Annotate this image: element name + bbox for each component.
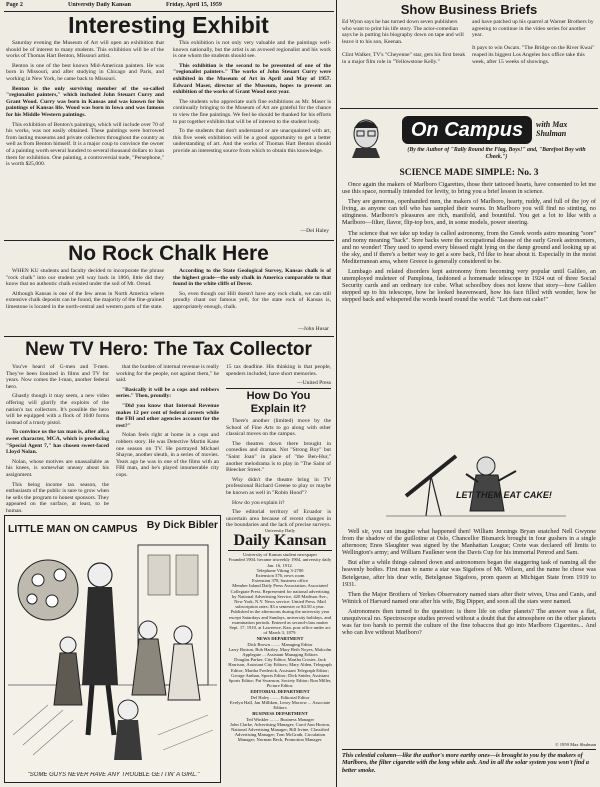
exhibit-paragraph: This exhibition of Benton's paintings, which will include over 70 of his works, was not easily obtained. These paintings were borrowed from lasting museums and private collectors throughout the country as well as from Benton himself. It is a major coup to convince the owner of a painting worth several hundred to several thousand dollars to loan them for exhibition. One painting, a controversial nude, "Persephone," is worth $25,000. — [6, 121, 164, 168]
staff-business-list — [228, 717, 332, 743]
shulman-paragraph: Lumbago and related disorders kept astronomy from becoming very popular until Galileo, an unemployed muleteer of Pamplona, fashioned a homemade telescope in 1924 out of three Social Security cards and an ordinary ice cube. What schoolboy does not know that story—how Galileo stepped up to his telescope, how he looked heavenward, how his face filled with wonder, how he stepped back and whispered the words heard round the world: "Let them eat cake!" — [342, 268, 596, 304]
shulman-copyright: © 1959 Max Shulman — [555, 742, 596, 747]
cartoon-title: LITTLE MAN ON CAMPUS — [8, 523, 138, 533]
issue-date: Friday, April 15, 1959 — [166, 2, 222, 8]
science-headline-box — [342, 167, 596, 179]
flag-info-line: Published in the afternoons during the university year except Saturdays and Sundays, university holidays, and examination periods. Entered as second-class matter Sept. 17, 1910, at Lawrence, Kan. post office under act of March 3, 1879. — [228, 609, 332, 636]
galileo-illustration — [386, 436, 566, 526]
flag-info — [228, 552, 332, 635]
tv-hero-paragraph: Nolan feels right at home in a cops and robbers story. He was Detective Martin Kane one season on TV. He portrayed Michael Shayne, another sleuth, in a series of movies. Years ago he was in one of the films with an FBI man, and he's played innumerable city cops. — [116, 432, 219, 478]
galileo-cartoon — [386, 436, 566, 526]
tv-hero-paragraph: Nolan, whose motives are unassailable as his knees, is somewhat uneasy about his assignment. — [6, 458, 109, 478]
exhibit-paragraph: This exhibition is the second to be presented of one of the "regionalist painters." The works of John Steuart Curry were exhibited in the Museum of Art in April and May of 1957. Edward Maser, director of the Museum, hopes to present an exhibition of the works of Grant Wood next year. — [173, 62, 331, 96]
shulman-portrait-icon — [342, 114, 390, 158]
rock-chalk-signature: —John Husar — [298, 326, 329, 332]
exhibit-signature: —Del Haley — [300, 228, 329, 234]
cartoon-header — [8, 519, 218, 533]
cartoon-illustration — [8, 535, 217, 771]
tv-hero-paragraph: that the burden of internal revenue is really working for the people, not against them," he said. — [116, 364, 219, 384]
tv-hero-headline: New TV Hero: The Tax Collector — [25, 339, 312, 360]
shulman-paragraph: They are generous, openhanded men, the makers of Marlboro, hearty, ruddy, and full of the joy of living, as anyone can tell who has sampled their wares. In Marlboro you will find no stinting, no stinginess. Marlboro's pleasures are rich, manifold, and bountiful. You get a lot to like with a Marlboro—filter, flavor, flip-top box, and, in some models, power steering. — [342, 198, 596, 227]
flag-info-line: University of Kansas student newspaper — [243, 552, 317, 558]
on-campus-byline: (By the Author of "Rally Round the Flag, Boys!" and, "Barefoot Boy with Cheek.") — [407, 147, 586, 160]
exhibit-paragraph: The students who appreciate such fine exhibitions as Mr. Maser is continually bringing to the Museum of Art are grateful for the chance to view the fine paintings. We feel he should be thanked for his efforts to put together exhibits that will be of interest to the student body. — [173, 98, 331, 125]
staff-news-heading: NEWS DEPARTMENT — [256, 636, 304, 642]
staff-business-line: John Clarke, Advertising Manager; Carol Ann Horton, National Advertising Manager; Bill Irvine, Classified Advertising Manager; Tom McGrath, Circulation Manager; Norman Beck, Promotion Manager. — [229, 721, 331, 743]
staff-business-heading: BUSINESS DEPARTMENT — [252, 711, 308, 717]
cartoon-author: By Dick Bibler — [146, 519, 218, 531]
page-number: Page 2 — [6, 2, 23, 8]
rock-chalk-paragraph: According to the State Geological Survey, Kansas chalk is of the highest grade—the only chalk in America comparable to that found in the white cliffs of Dover. — [173, 268, 331, 288]
explain-paragraph: The theatres down there brought in comedies and dramas. Not "Strong Boy" but "Saint Joan" in place of "the Ben-Hur," another melodrama is to play in "The Saint of Bleecker Street." — [226, 440, 331, 474]
flag-title: Daily Kansan — [233, 532, 327, 550]
tv-hero-column-2 — [116, 364, 219, 512]
flag-info-line: Extension 376, news room — [255, 573, 305, 579]
explain-headline-box — [226, 390, 331, 416]
exhibit-paragraph: To the students that don't understand or are unacquainted with art, this five week exhibition will be a good opportunity to get a better understanding of art. And the works of Thomas Hart Benton should provide an interesting source from which to obtain this knowledge. — [173, 128, 331, 154]
on-campus-title: On Campus — [410, 119, 524, 141]
staff-news-line: Dick Brown ........ Managing Editor — [247, 641, 313, 647]
explain-paragraph: How do you explain it? — [232, 499, 285, 506]
explain-paragraph: The editorial territory of Ecuador is uncertain area because of recent changes in the boundaries and the lack of precise surveys. — [226, 509, 331, 528]
shulman-paragraph: But after a while things calmed down and astronomers began the staggering task of naming all the heavenly bodies. First man to name a star was Sigafoos of Mt. Wilson, and the name he chose was Betelgeuse, after his dear wife, Betelgeuse Sigafoos, prom queen at Michigan State from 1919 to 1931. — [342, 559, 596, 588]
briefs-column-2: and have patched up his quarrel at Warner Brothers by agreeing to continue in the video series for another year. It pays to win Oscars. "The Bridge on the River Kwai" reaped its biggest Los Angeles box office take this week, after 15 weeks of showings. — [472, 19, 595, 65]
staff-editorial-heading: EDITORIAL DEPARTMENT — [250, 689, 310, 695]
tv-hero-continued: 15 tax deadline. His thinking is that people, spenders included, have short memories. — [226, 364, 331, 377]
tv-hero-paragraph: This being income tax season, the enthusiasm of the public is sure to grow when he sells the program to honest sponsors. They appeared on the surface, at least, to be human. — [6, 481, 109, 512]
exhibit-paragraph: Saturday evening the Museum of Art will open an exhibition that should be of interest to many students. This exhibition will be of the works of Thomas Hart Benton, Missouri artist. — [6, 40, 164, 60]
on-campus-banner — [342, 112, 596, 162]
shulman-footer: This celestial column—like the author's more earthy ones—is brought to you by the makers of Marlboro, the filter cigarette with the long white ash. And in all the solar system you won't find a better smoke. — [342, 752, 589, 774]
exhibit-paragraph: Benton is the only surviving member of the so-called "regionalist painters," which included John Steuart Curry and Grant Wood. Curry was born in Kansas and was known for his paintings of Kansas life. Wood was born in Iowa and was famous for his Middle Western paintings. — [6, 85, 164, 118]
on-campus-logo — [402, 116, 532, 144]
shulman-column-bottom — [342, 528, 596, 746]
shulman-paragraph: The science that we take up today is called astronomy, from the Greek words astro meaning "sore" and nomy meaning "back". Sore backs were the occupational disease of the early Greek astronomers, and no wonder! They used to spend every blessed night lying on the damp ground and looking up at the sky, and if there's a better way to get a sore back, I'd like to hear about it. Especially in the moist Mediterranean area, where Greece is generally considered to be. — [342, 229, 596, 265]
on-campus-with: with Max Shulman — [536, 120, 568, 138]
explain-column — [226, 418, 331, 528]
staff-business-line: Ted Winkler ........ Business Manager — [245, 716, 315, 722]
rock-chalk-headline-box — [6, 242, 331, 266]
tv-hero-column-1 — [6, 364, 109, 512]
staff-news-line: Douglas Parker, City Editor; Martha Crosier, Jack Harrison, Assistant City Editors; Mary Alden, Telegraph Editor; Martha Frederick, Assistant Telegraph Editor; George Anthan, Sports Editor; Dick Snider, Assistant Sports Editor; Pat Swanson, Society Editor; Ron Miller, Picture Editor. — [228, 657, 332, 689]
tv-hero-paragraph: "Basically it will be a cops and robbers series." Then, proudly: — [116, 386, 219, 400]
staff-news-line: Larry Boston, Bob Hartley, Mary Beth Noyes, Malcolm Applegate ... Assistant Managing Editors — [228, 646, 332, 658]
tv-hero-column-3 — [226, 364, 331, 388]
tv-hero-paragraph: To convince us the tax man is, after all, a sweet character, MCA, which is producing "Special Agent 7," has chosen sweet-faced Lloyd Nolan. — [6, 429, 109, 456]
exhibit-headline: Interesting Exhibit — [68, 12, 269, 38]
staff-editorial-line: Evelyn Hall, Jan Milliken, Leroy Morrow ... Associate Editors — [229, 699, 331, 711]
flag-info-line: Founded 1904. became triweekly 1904, university daily Jan. 16, 1912. — [228, 557, 332, 568]
newspaper-flag-box — [228, 528, 332, 783]
exhibit-paragraph: This exhibition is not only very valuable and the paintings well-known nationally, but the artist is an avowed regionalist and his work is one whom the students should see. — [173, 40, 331, 60]
exhibit-column-1 — [6, 40, 164, 236]
tv-hero-signature: —United Press — [296, 380, 331, 387]
page-masthead — [6, 2, 331, 11]
rock-chalk-column-1 — [6, 268, 164, 332]
explain-paragraph: Why didn't the theatre bring in TV professional Richard Greene to play or maybe be known as well in "Robin Hood"? — [226, 476, 331, 496]
staff-news-list — [228, 642, 332, 689]
flag-info-line: Telephone Viking 3-2700 — [256, 567, 304, 573]
rock-chalk-paragraph: Although Kansas is one of the few areas in North America where extensive chalk deposits can be found, the majority of the fine-grained limestone is located in the north-central and western parts of the state. — [6, 290, 164, 310]
tv-hero-headline-box — [6, 338, 331, 362]
cartoon-caption: "SOME GUYS NEVER HAVE ANY TROUBLE GETTIN' A GIRL." — [27, 772, 200, 778]
science-headline: SCIENCE MADE SIMPLE: No. 3 — [399, 168, 539, 178]
explain-headline: How Do You Explain It? — [246, 390, 311, 415]
briefs-headline-box — [342, 2, 596, 18]
shulman-paragraph: Astronomers then turned to the question: is there life on other planets? The answer was a flat, unequivocal no. Spectroscope studies proved without a doubt that the atmosphere on the other planets was far too harsh to permit the culture of the fine tobaccos that go into Marlboro Cigarettes... And who can live without Marlboro? — [342, 607, 596, 637]
shulman-column-top — [342, 181, 596, 435]
cartoon-panel — [4, 515, 221, 783]
shulman-paragraph: Once again the makers of Marlboro Cigarettes, those their tattooed hearts, have consented to let me use this space, normally intended for levity, to bring you a brief lesson in science. — [342, 181, 596, 196]
staff-editorial-list — [228, 695, 332, 711]
rock-chalk-paragraph: So, even though our Hill doesn't have any rock chalk, we can still proudly chant our famous yell, for the state rock of Kansas is, appropriately enough, chalk. — [173, 290, 331, 310]
rock-chalk-headline: No Rock Chalk Here — [68, 242, 269, 265]
tv-hero-paragraph: "Did you know that Internal Revenue makes 12 per cent of federal arrests while the FBI and other agencies account for the rest?" — [116, 402, 219, 429]
rock-chalk-paragraph: WHEN KU students and faculty decided to incorporate the phrase "rock chalk" into our student yell way back in 1866, little did they know that no authentic chalk existed under the soil of Mt. Oread. — [6, 268, 164, 288]
flag-info-line: Member Inland Daily Press Association, Associated Collegiate Press. Represented for national advertising by National Advertising Service, 420 Madison Ave., New York, N.Y. News service: United Press. Mail subscription rates: $3 a semester or $4.50 a year. — [230, 583, 330, 610]
shulman-paragraph: Well sir, you can imagine what happened then! William Jennings Bryan snatched Nell Gwynne from the shadow of the guillotine at Oslo, Chancellor Bismarck brought in four gushers in a single afternoon; Enos Slaughter was signed by the Manhattan League; Crete was declared off limits to Wellington's army; and William Faulkner won the Davis Cup for his immortal Penrod and Sam. — [342, 528, 596, 557]
briefs-headline: Show Business Briefs — [400, 2, 538, 17]
galileo-caption: LET THEM EAT CAKE! — [456, 490, 552, 500]
exhibit-column-2 — [173, 40, 331, 226]
briefs-column-1: Ed Wynn says he has turned down seven publishers who want to print his life story. The actor-comedian says he is putting his biography down on tape and will leave it to his son, Keenan. Clint Walker, TV's "Cheyenne" star, gets his first break in a major film role in "Yellowstone Kelly." — [342, 19, 466, 65]
tv-hero-paragraph: You've heard of G-men and T-men. They've been lionized in films and TV for years. Now comes the I-man, another federal hero. — [6, 364, 109, 390]
paper-name: University Daily Kansan — [68, 2, 132, 8]
shulman-paragraph: Then the Major Brothers of Yerkes Observatory named stars after their wives, Ursa and Canis, and Witnick of Harvard named one after his wife, Big Dipper, and soon all the stars were named. — [342, 590, 596, 605]
rock-chalk-column-2 — [173, 268, 331, 326]
exhibit-headline-box — [6, 12, 331, 38]
explain-paragraph: There's another (limited) move by the School of Fine Arts to go along with other classical moves on the campus. — [226, 418, 331, 438]
exhibit-paragraph: Benton is one of the best known Mid-American painters. He was born in Missouri, and after studying in Chicago and Paris, and working in New York, he came back to Missouri. — [6, 62, 164, 82]
staff-editorial-line: Del Haley ........ Editorial Editor — [250, 694, 310, 700]
tv-hero-paragraph: Ghastly though it may seem, a new video offering will glorify the exploits of the nation's tax collectors. It's possible the hero will be equipped with a flock of 1040 forms instead of a trusty pistol. — [6, 393, 109, 426]
flag-university-daily: University Daily — [264, 528, 296, 533]
flag-info-line: Extension 378, business office — [251, 578, 309, 584]
